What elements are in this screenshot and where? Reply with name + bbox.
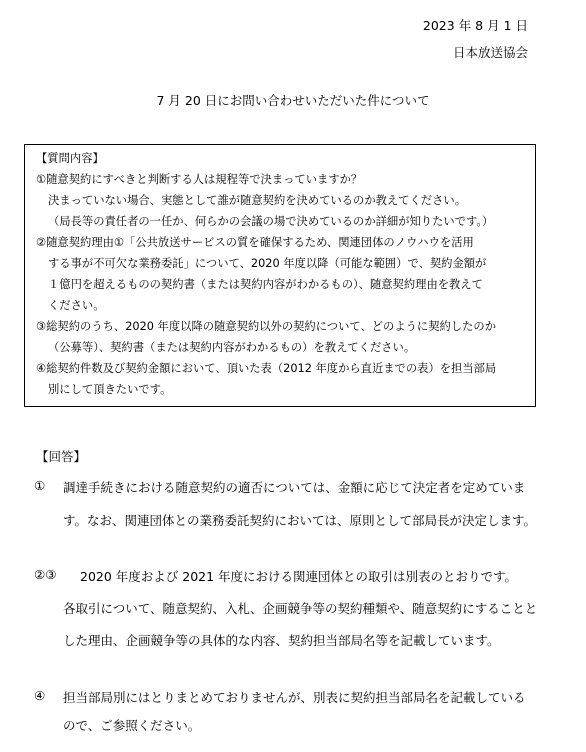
question-line: ②随意契約理由①「公共放送サービスの質を確保するため、関連団体のノウハウを活用 bbox=[36, 236, 474, 249]
answer-marker: ④ bbox=[34, 688, 46, 703]
question-line: １億円を超えるものの契約書（または契約内容がわかるもの）、随意契約理由を教えて bbox=[48, 278, 483, 291]
document-title: 7 月 20 日にお問い合わせいただいた件について bbox=[156, 93, 430, 108]
answer-marker: ②③ bbox=[34, 567, 57, 582]
answer-label: 【回答】 bbox=[36, 449, 87, 464]
answer-line: 各取引について、随意契約、入札、企画競争等の契約種類や、随意契約にすることと bbox=[63, 601, 538, 616]
document-date: 2023 年 8 月 1 日 bbox=[422, 18, 528, 33]
answer-marker: ① bbox=[34, 478, 46, 493]
answer-line: 2020 年度および 2021 年度における関連団体との取引は別表のとおりです。 bbox=[80, 569, 518, 584]
answer-line: す。なお、関連団体との業務委託契約においては、原則として部局長が決定します。 bbox=[63, 513, 537, 528]
question-line: （局長等の責任者の一任か、何らかの会議の場で決めているのか詳細が知りたいです。） bbox=[48, 215, 494, 228]
question-line: ください。 bbox=[48, 299, 105, 312]
question-label: 【質問内容】 bbox=[36, 152, 104, 165]
question-line: 別にして頂きたいです。 bbox=[48, 383, 172, 396]
question-line: ④総契約件数及び契約金額において、頂いた表（2012 年度から直近までの表）を担当部局 bbox=[36, 362, 497, 375]
answer-line: 担当部局別にはとりまとめておりませんが、別表に契約担当部局名を記載している bbox=[63, 690, 526, 705]
organization-name: 日本放送協会 bbox=[452, 45, 528, 60]
question-line: ③総契約のうち、2020 年度以降の随意契約以外の契約について、どのように契約したのか bbox=[36, 320, 497, 333]
question-line: する事が不可欠な業務委託」について、2020 年度以降（可能な範囲）で、契約金額が bbox=[48, 257, 487, 270]
question-line: （公募等）、契約書（または契約内容がわかるもの）を教えてください。 bbox=[48, 341, 416, 354]
answer-line: した理由、企画競争等の具体的な内容、契約担当部局名等を記載しています。 bbox=[63, 633, 500, 648]
question-line: 決まっていない場合、実態として誰が随意契約を決めているのか教えてください。 bbox=[48, 194, 466, 207]
answer-line: ので、ご参照ください。 bbox=[63, 718, 201, 733]
answer-line: 調達手続きにおける随意契約の適否については、金額に応じて決定者を定めていま bbox=[63, 480, 526, 495]
question-line: ①随意契約にすべきと判断する人は規程等で決まっていますか？ bbox=[36, 173, 363, 186]
